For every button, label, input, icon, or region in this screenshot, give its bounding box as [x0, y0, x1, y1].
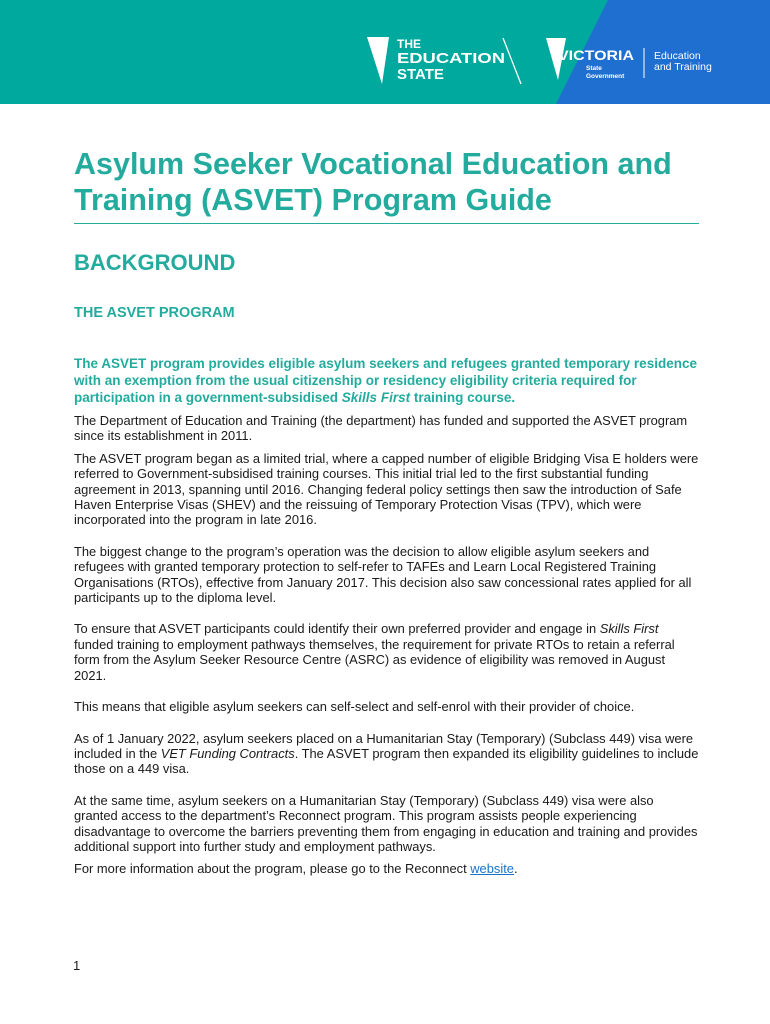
paragraph-self-referral: The biggest change to the program’s operation was the decision to allow eligible asylum seekers and refugees with granted temporary protection to self-refer to TAFEs and Learn Local Registered Training Organisations (RTOs), effective from January 2017. This decision also saw concessional rates applied for all participants up to the diploma level. [74, 543, 692, 606]
paragraph-subclass-449 [74, 731, 699, 777]
logo-line-the: THE [397, 37, 421, 51]
section-heading: BACKGROUND [74, 250, 236, 275]
victoria-state-label: State [586, 65, 602, 72]
lead-italic-program-name: Skills First [341, 390, 411, 405]
lead-paragraph [74, 355, 699, 406]
paragraph-funding: The Department of Education and Training (the department) has funded and supported the ASVET program since its establishment in 2011. [74, 413, 688, 444]
document-title: Asylum Seeker Vocational Education and Training (ASVET) Program Guide [74, 146, 699, 224]
paragraph-reconnect: At the same time, asylum seekers on a Humanitarian Stay (Temporary) (Subclass 449) visa were also granted access to the department’s Reconnect program. This program assists people experiencing disadvantage to overcome the barriers preventing them from engaging in education and training and provides additional support into further study and employment pathways. [74, 792, 698, 854]
header-graphic [0, 0, 770, 104]
paragraph-referral-removal [74, 621, 699, 683]
paragraph-more-info [74, 861, 699, 876]
victoria-wordmark: VICTORIA [558, 47, 634, 63]
subsection-heading: THE ASVET PROGRAM [74, 305, 235, 321]
header-banner [0, 0, 770, 104]
page-number: 1 [73, 958, 81, 973]
logo-line-state: STATE [397, 66, 444, 83]
paragraph-history: The ASVET program began as a limited trial, where a capped number of eligible Bridging Visa E holders were referred to Government-subsidised training courses. This initial trial led to the first substantial funding agreement in 2013, spanning until 2016. Changing federal policy settings then saw the introduction of Safe Haven Enterprise Visas (SHEV) and the reissuing of Temporary Protection Visas (TPV), which were incorporated into the program in late 2016. [74, 450, 699, 528]
paragraph-self-enrol: This means that eligible asylum seekers can self-select and self-enrol with their provider of choice. [74, 699, 635, 715]
p6-text-end: . The ASVET program then expanded its eligibility guidelines to include those on a 449 visa. [74, 745, 699, 777]
p6-text: As of 1 January 2022, asylum seekers placed on a Humanitarian Stay (Temporary) (Subclass 449) visa were included in the [74, 730, 694, 761]
department-name-line1: Education [654, 50, 701, 62]
document-body [74, 146, 699, 877]
p6-italic-contracts: VET Funding Contracts [160, 745, 295, 761]
p4-text: To ensure that ASVET participants could identify their own preferred provider and engage in [74, 621, 600, 637]
p8-text: For more information about the program, please go to the Reconnect [74, 861, 471, 877]
victoria-government-label: Government [586, 73, 625, 80]
department-name-line2: and Training [654, 61, 712, 73]
p4-text-end: funded training to employment pathways themselves, the requirement for private RTOs to retain a referral form from the Asylum Seeker Resource Centre (ASRC) as evidence of eligibility was removed in August 2021. [74, 636, 675, 683]
reconnect-website-link[interactable]: website [470, 861, 514, 877]
p4-italic-program-name: Skills First [599, 621, 659, 637]
lead-text: The ASVET program provides eligible asylum seekers and refugees granted temporary residence with an exemption from the usual citizenship or residency eligibility criteria required for participation in a government-subsidised [74, 356, 697, 405]
lead-text-end: training course. [410, 390, 516, 405]
logo-line-education: EDUCATION [397, 50, 505, 67]
p8-text-end: . [513, 861, 518, 877]
